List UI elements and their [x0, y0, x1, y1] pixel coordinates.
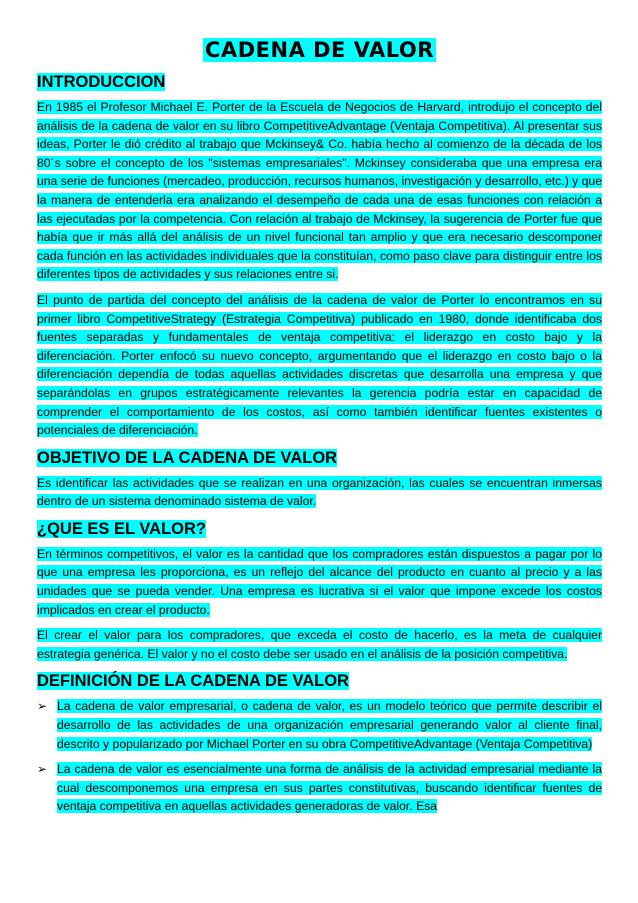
section-heading-que-es-el-valor — [37, 519, 602, 540]
document-title — [37, 37, 602, 64]
arrow-bullet-icon: ➢ — [37, 762, 48, 777]
section-heading-introduccion — [37, 72, 602, 93]
paragraph-text: El crear el valor para los compradores, que exceda el costo de hacerlo, es la meta de cualquier estrategia genérica. El valor y no el costo debe ser usado en el análisis de la posición competitiva. — [37, 628, 602, 661]
section-heading-text: INTRODUCCION — [37, 73, 166, 91]
paragraph-text: En términos competitivos, el valor es la cantidad que los compradores están dispuestos a pagar por lo que una empresa les proporciona, es un reflejo del alcance del producto en cuanto al precio y a las unidades que se pueda vender. Una empresa es lucrativa si el valor que impone excede los costos implicados en crear el producto. — [37, 546, 602, 617]
section-heading-text: DEFINICIÓN DE LA CADENA DE VALOR — [37, 672, 349, 691]
arrow-bullet-icon: ➢ — [37, 699, 48, 714]
list-item-text: La cadena de valor empresarial, o cadena de valor, es un modelo teórico que permite describir el desarrollo de las actividades de una organización empresarial generando valor al cliente final, descrito y popularizado por Michael Porter en su obra CompetitiveAdvantage (Ventaja Competitiva) — [57, 699, 602, 751]
paragraph — [37, 291, 602, 440]
section-heading-objetivo — [37, 448, 602, 469]
list-item — [37, 760, 602, 816]
list-item — [37, 697, 602, 753]
document-title-text: CADENA DE VALOR — [205, 38, 434, 62]
paragraph-text: El punto de partida del concepto del análisis de la cadena de valor de Porter lo encontramos en su primer libro CompetitiveStrategy (Estrategia Competitiva) publicado en 1980, donde identificaba dos fuentes separadas y fundamentales de ventaja competitiva: el liderazgo en costo bajo y la diferenciación. Porter enfocó su nuevo concepto, argumentando que el liderazgo en costo bajo o la diferenciación dependía de todas aquellas actividades discretas que desarrolla una empresa y que separándolas en grupos estratégicamente relevantes la gerencia podría estar en capacidad de comprender el comportamiento de los costos, así como también identificar fuentes existentes o potenciales de diferenciación. — [37, 292, 602, 438]
section-heading-text: OBJETIVO DE LA CADENA DE VALOR — [37, 448, 338, 467]
document-content — [37, 37, 602, 823]
paragraph-text: Es identificar las actividades que se realizan en una organización, las cuales se encuentran inmersas dentro de un sistema denominado sistema de valor. — [37, 475, 602, 509]
section-heading-text: ¿QUE ES EL VALOR? — [37, 519, 206, 538]
paragraph — [37, 545, 602, 619]
bullet-list — [37, 697, 602, 816]
paragraph — [37, 474, 602, 511]
paragraph-text: En 1985 el Profesor Michael E. Porter de la Escuela de Negocios de Harvard, introdujo el concepto del análisis de la cadena de valor en su libro CompetitiveAdvantage (Ventaja Competitiva). Al presentar sus ideas, Porter le dió crédito al trabajo que Mckinsey& Co. había hecho al comienzo de la década de los 80´s sobre el concepto de los "sistemas empresariales". Mckinsey consideraba que una empresa era una serie de funciones (mercadeo, producción, recursos humanos, investigación y desarrollo, etc.) y que la manera de entenderla era analizando el desempeño de cada una de esas funciones con relación a las ejecutadas por la competencia. Con relación al trabajo de Mckinsey, la sugerencia de Porter fue que había que ir más allá del análisis de un nivel funcional tan amplio y que era necesario descomponer cada función en las actividades individuales que la constituían, como paso clave para distinguir entre los diferentes tipos de actividades y sus relaciones entre si. — [37, 100, 602, 282]
paragraph — [37, 626, 602, 663]
list-item-text: La cadena de valor es esencialmente una forma de análisis de la actividad empresarial mediante la cual descomponemos una empresa en sus partes constitutivas, buscando identificar fuentes de ventaja competitiva en aquellas actividades generadoras de valor. Esa — [57, 762, 602, 814]
section-heading-definicion — [37, 671, 602, 692]
paragraph — [37, 98, 602, 284]
